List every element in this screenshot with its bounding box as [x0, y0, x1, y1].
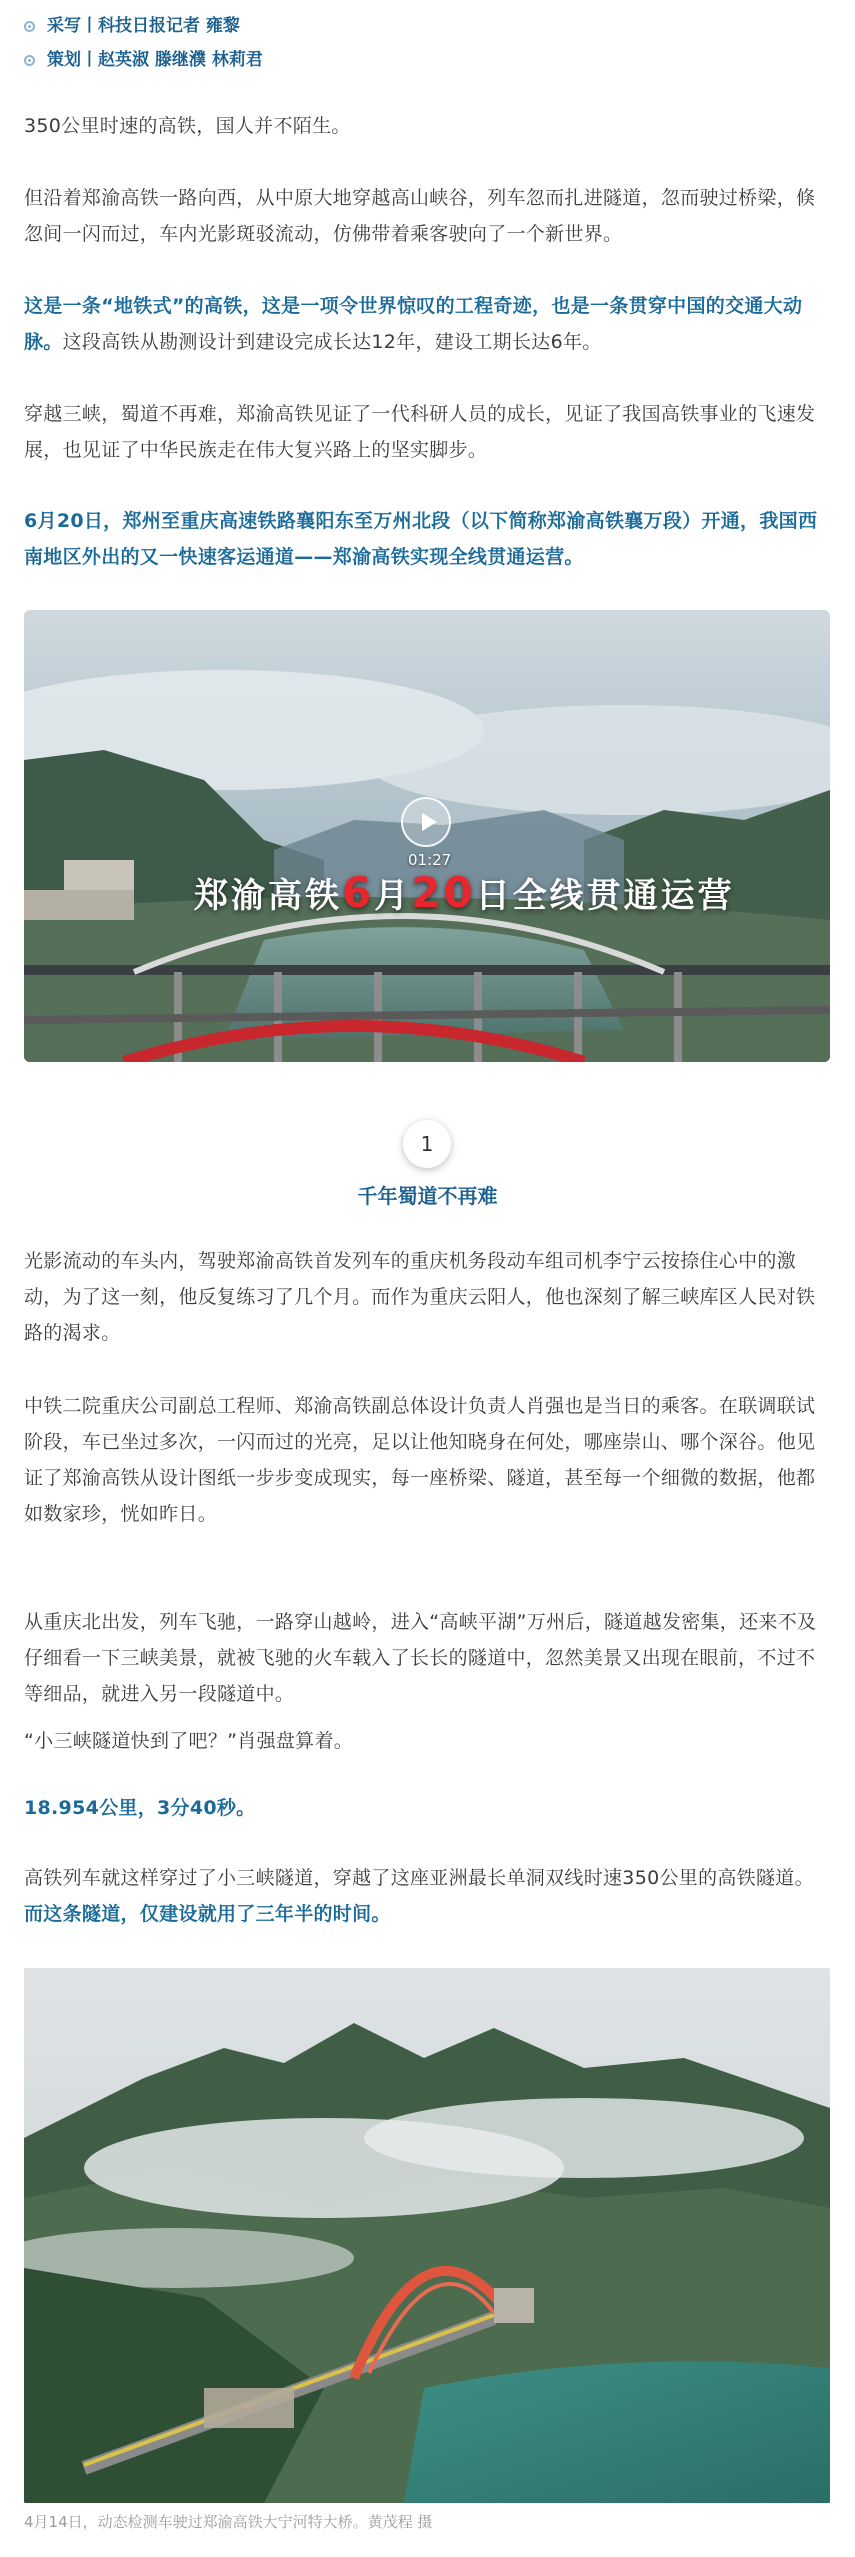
credit-planning: [24, 52, 263, 69]
video-title: [194, 868, 735, 917]
section1-paragraph-2: 中铁二院重庆公司副总工程师、郑渝高铁副总体设计负责人肖强也是当日的乘客。在联调联试阶段，车已坐过多次，一闪而过的光亮，足以让他知晓身在何处，哪座崇山、哪个深谷。他见证了郑渝高铁从设计图纸一步步变成现实，每一座桥梁、隧道，甚至每一个细微的数据，他都如数家珍，恍如昨日。: [24, 1395, 816, 1525]
intro-highlight: 这是一条“地铁式”的高铁，这是一项令世界惊叹的工程奇迹，也是一条贯穿中国的交通大动脉。: [24, 295, 803, 353]
credit-writer-label: 采写丨科技日报记者 雍黎: [47, 16, 240, 36]
intro-paragraph-3-rest: 这段高铁从勘测设计到建设完成长达12年，建设工期长达6年。: [62, 331, 602, 353]
section1-paragraph-1: 光影流动的车头内，驾驶郑渝高铁首发列车的重庆机务段动车组司机李宁云按捺住心中的激动，为了这一刻，他反复练习了几个月。而作为重庆云阳人，他也深刻了解三峡库区人民对铁路的渴求。: [24, 1250, 816, 1344]
intro-paragraph-1: 350公里时速的高铁，国人并不陌生。: [24, 115, 351, 137]
section1-paragraph-4: “小三峡隧道快到了吧？”肖强盘算着。: [24, 1730, 354, 1752]
credit-writer: [24, 18, 240, 35]
video-title-part-b: 月: [374, 876, 412, 916]
intro-announcement: 6月20日，郑州至重庆高速铁路襄阳东至万州北段（以下简称郑渝高铁襄万段）开通，我国西南地区外出的又一快速客运通道——郑渝高铁实现全线贯通运营。: [24, 510, 818, 568]
credit-planning-label: 策划丨赵英淑 滕继濮 林莉君: [47, 50, 263, 70]
intro-paragraph-2: 但沿着郑渝高铁一路向西，从中原大地穿越高山峡谷，列车忽而扎进隧道，忽而驶过桥梁，倏忽间一闪而过，车内光影斑驳流动，仿佛带着乘客驶向了一个新世界。: [24, 187, 816, 245]
section1-paragraph-3: 从重庆北出发，列车飞驰，一路穿山越岭，进入“高峡平湖”万州后，隧道越发密集，还来不及仔细看一下三峡美景，就被飞驰的火车载入了长长的隧道中，忽然美景又出现在眼前，不过不等细品，就进入另一段隧道中。: [24, 1611, 817, 1705]
bridge-photo-image: [24, 1968, 830, 2503]
play-icon[interactable]: [401, 797, 451, 847]
section1-paragraph-6-text: 高铁列车就这样穿过了小三峡隧道，穿越了这座亚洲最长单洞双线时速350公里的高铁隧道。: [24, 1867, 814, 1889]
section1-highlight: 而这条隧道，仅建设就用了三年半的时间。: [24, 1903, 391, 1925]
video-title-month: 6: [342, 868, 375, 917]
section-number-badge: 1: [403, 1120, 451, 1168]
video-title-part-c: 日全线贯通运营: [475, 876, 735, 916]
bullet-icon: [24, 21, 35, 32]
video-duration: 01:27: [408, 851, 452, 869]
intro-paragraph-4: 穿越三峡，蜀道不再难，郑渝高铁见证了一代科研人员的成长，见证了我国高铁事业的飞速发展，也见证了中华民族走在伟大复兴路上的坚实脚步。: [24, 403, 816, 461]
section1-paragraph-6: [24, 1860, 832, 1932]
bridge-photo: [24, 1968, 830, 2503]
video-title-day: 20: [411, 868, 476, 917]
section1-stat: 18.954公里，3分40秒。: [24, 1797, 256, 1819]
intro-paragraph-3: [24, 288, 832, 360]
video-title-part-a: 郑渝高铁: [194, 876, 342, 916]
video-player[interactable]: [24, 610, 830, 1062]
photo-caption: 4月14日，动态检测车驶过郑渝高铁大宁河特大桥。黄茂程 摄: [24, 2513, 433, 2531]
section-title: 千年蜀道不再难: [357, 1184, 498, 1208]
bullet-icon: [24, 55, 35, 66]
